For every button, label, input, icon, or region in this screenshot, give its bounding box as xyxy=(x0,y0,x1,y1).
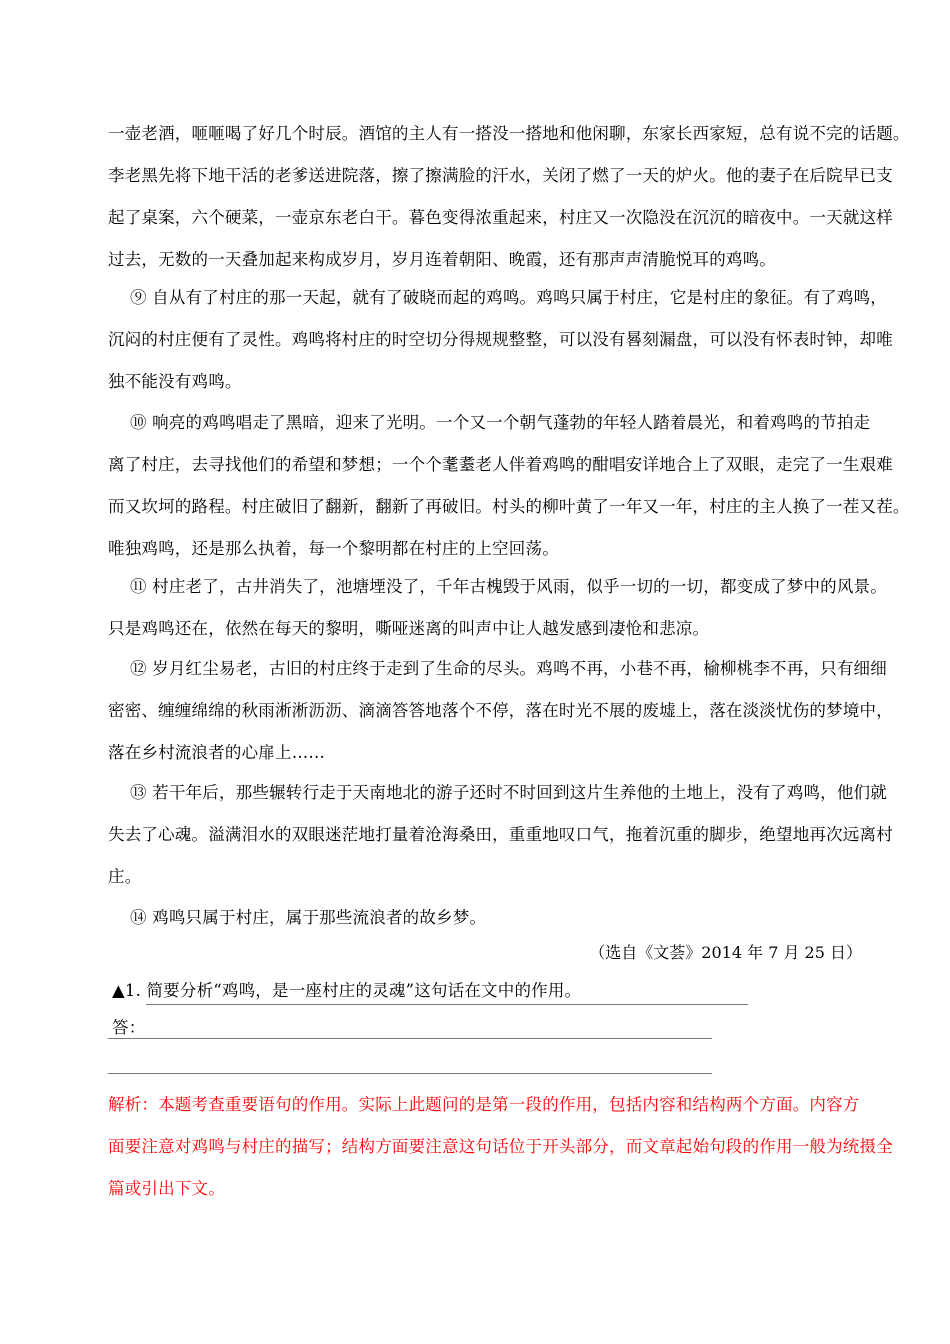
paragraph-10-line-1: ⑩ 响亮的鸡鸣唱走了黑暗，迎来了光明。一个又一个朝气蓬勃的年轻人踏着晨光，和着鸡鸣的节拍走 xyxy=(130,413,871,432)
analysis-line-3: 篇或引出下文。 xyxy=(108,1179,225,1198)
paragraph-9-line-2: 沉闷的村庄便有了灵性。鸡鸣将村庄的时空切分得规规整整，可以没有晷刻漏盘，可以没有怀表时钟，却唯 xyxy=(108,330,893,349)
source-citation: （选自《文荟》2014 年 7 月 25 日） xyxy=(589,943,862,962)
paragraph-13-line-2: 失去了心魂。溢满泪水的双眼迷茫地打量着沧海桑田，重重地叹口气，拖着沉重的脚步，绝望地再次远离村 xyxy=(108,825,893,844)
paragraph-8-line-3: 起了桌案，六个硬菜，一壶京东老白干。暮色变得浓重起来，村庄又一次隐没在沉沉的暗夜中。一天就这样 xyxy=(108,208,893,227)
paragraph-8-line-2: 李老黑先将下地干活的老爹送进院落，擦了擦满脸的汗水，关闭了燃了一天的炉火。他的妻子在后院早已支 xyxy=(108,166,893,185)
question-1: ▲1. 简要分析“鸡鸣，是一座村庄的灵魂”这句话在文中的作用。 xyxy=(112,981,582,1000)
answer-label: 答： xyxy=(112,1018,146,1037)
paragraph-10-line-4: 唯独鸡鸣，还是那么执着，每一个黎明都在村庄的上空回荡。 xyxy=(108,539,559,558)
paragraph-13-line-1: ⑬ 若干年后，那些辗转行走于天南地北的游子还时不时回到这片生养他的土地上，没有了鸡鸣，他们就 xyxy=(130,783,887,802)
paragraph-13-line-3: 庄。 xyxy=(108,867,142,886)
paragraph-12-line-3: 落在乡村流浪者的心扉上…… xyxy=(108,743,326,762)
answer-line-2 xyxy=(108,1038,712,1039)
paragraph-10-line-2: 离了村庄，去寻找他们的希望和梦想；一个个耄耋老人伴着鸡鸣的酣唱安详地合上了双眼，走完了一生艰难 xyxy=(108,455,893,474)
answer-line-1 xyxy=(146,1004,748,1005)
paragraph-9-line-1: ⑨ 自从有了村庄的那一天起，就有了破晓而起的鸡鸣。鸡鸣只属于村庄，它是村庄的象征。有了鸡鸣， xyxy=(130,288,887,307)
paragraph-10-line-3: 而又坎坷的路程。村庄破旧了翻新，翻新了再破旧。村头的柳叶黄了一年又一年，村庄的主人换了一茬又茬。 xyxy=(108,497,910,516)
paragraph-11-line-2: 只是鸡鸣还在，依然在每天的黎明，嘶哑迷离的叫声中让人越发感到凄怆和悲凉。 xyxy=(108,619,710,638)
paragraph-8-line-1: 一壶老酒，咂咂喝了好几个时辰。酒馆的主人有一搭没一搭地和他闲聊，东家长西家短，总有说不完的话题。 xyxy=(108,124,910,143)
analysis-line-1: 解析：本题考查重要语句的作用。实际上此题问的是第一段的作用，包括内容和结构两个方面。内容方 xyxy=(108,1095,860,1114)
answer-line-3 xyxy=(108,1073,712,1074)
paragraph-8-line-4: 过去，无数的一天叠加起来构成岁月，岁月连着朝阳、晚霞，还有那声声清脆悦耳的鸡鸣。 xyxy=(108,250,776,269)
paragraph-9-line-3: 独不能没有鸡鸣。 xyxy=(108,372,242,391)
paragraph-11-line-1: ⑪ 村庄老了，古井消失了，池塘堙没了，千年古槐毁于风雨，似乎一切的一切，都变成了梦中的风景。 xyxy=(130,577,887,596)
paragraph-12-line-2: 密密、缠缠绵绵的秋雨淅淅沥沥、滴滴答答地落个不停，落在时光不展的废墟上，落在淡淡忧伤的梦境中， xyxy=(108,701,893,720)
analysis-line-2: 面要注意对鸡鸣与村庄的描写；结构方面要注意这句话位于开头部分，而文章起始句段的作用一般为统摄全 xyxy=(108,1137,893,1156)
paragraph-12-line-1: ⑫ 岁月红尘易老，古旧的村庄终于走到了生命的尽头。鸡鸣不再，小巷不再，榆柳桃李不再，只有细细 xyxy=(130,659,887,678)
paragraph-14-line-1: ⑭ 鸡鸣只属于村庄，属于那些流浪者的故乡梦。 xyxy=(130,908,487,927)
